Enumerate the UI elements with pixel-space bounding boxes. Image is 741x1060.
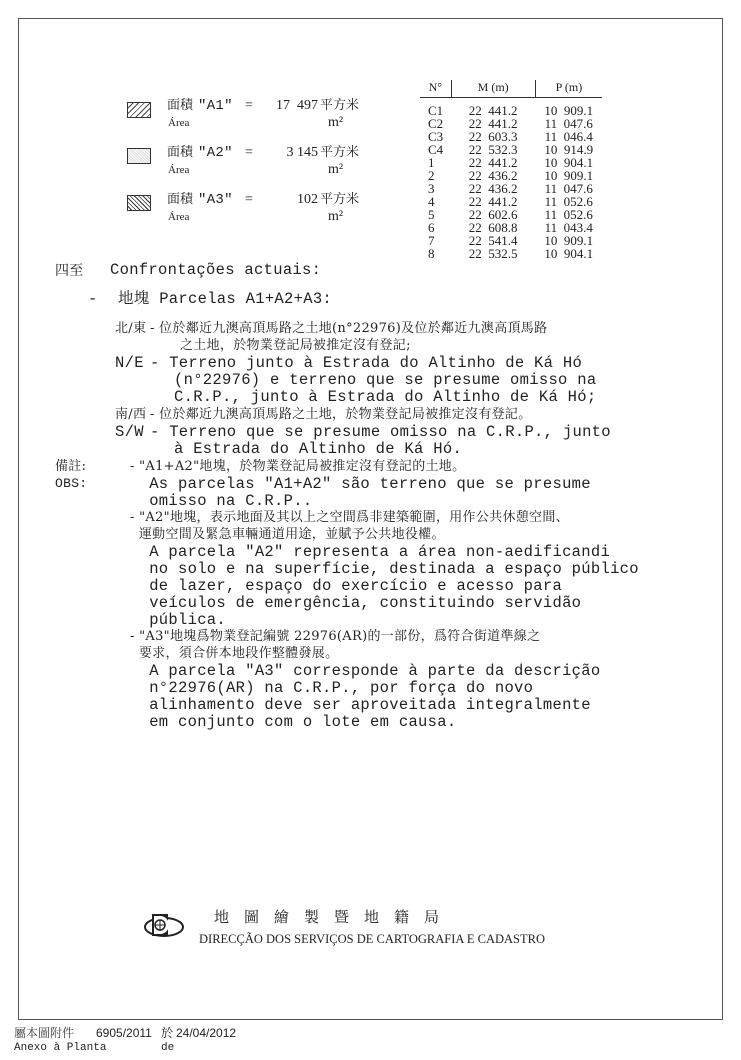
- obs-line: As parcelas "A1+A2" são terreno que se presume: [130, 475, 591, 493]
- table-cell: 3: [428, 181, 435, 196]
- table-cell: 22 602.6: [468, 207, 518, 222]
- table-cell: 22 532.5: [468, 246, 518, 261]
- legend-unit-zh: 平方米: [320, 192, 360, 207]
- legend-name: "A3": [198, 192, 233, 208]
- table-cell: C4: [428, 142, 444, 157]
- annex-label-zh: 屬本圖附件: [14, 1026, 75, 1040]
- table-cell: 8: [428, 246, 435, 261]
- table-cell: 10 904.1: [544, 155, 594, 170]
- agency-logo-icon: [140, 910, 184, 940]
- col-header: M (m): [451, 80, 535, 98]
- ne-text-pt: (n°22976) e terreno que se presume omisso na: [174, 371, 597, 389]
- legend-label-zh: 面積: [167, 98, 194, 113]
- parcels-heading: 地塊 Parcelas A1+A2+A3:: [118, 290, 333, 308]
- ne-label-pt: N/E: [115, 354, 144, 372]
- legend-eq: =: [245, 145, 253, 160]
- table-cell: 22 441.2: [468, 155, 518, 170]
- legend-value: 3 145: [286, 145, 318, 160]
- hatch-a3-icon: [127, 195, 151, 211]
- legend-label-pt: Área: [168, 117, 190, 129]
- table-cell: 11 052.6: [544, 207, 593, 222]
- legend-label-pt: Área: [168, 211, 190, 223]
- obs-line: omisso na C.R.P..: [130, 492, 313, 510]
- table-cell: C3: [428, 129, 444, 144]
- legend-unit: m²: [328, 209, 344, 224]
- legend-eq: =: [245, 192, 253, 207]
- table-cell: 11 046.4: [544, 129, 593, 144]
- table-cell: 22 541.4: [468, 233, 518, 248]
- annex-label-pt: Anexo à Planta: [14, 1042, 107, 1054]
- annex-date: 24/04/2012: [176, 1026, 237, 1040]
- sw-text-pt: à Estrada do Altinho de Ká Hó.: [174, 440, 463, 458]
- obs-label-zh: 備註:: [55, 459, 87, 474]
- col-header: P (m): [535, 80, 602, 98]
- table-cell: 10 909.1: [544, 168, 594, 183]
- ne-text-zh: - 位於鄰近九澳高頂馬路之土地(n°22976)及位於鄰近九澳高頂馬路: [150, 321, 548, 336]
- confrontations-title-pt: Confrontações actuais:: [110, 261, 322, 279]
- table-cell: 22 441.2: [468, 103, 518, 118]
- legend-name: "A1": [198, 98, 233, 114]
- obs-line: em conjunto com o lote em causa.: [130, 713, 457, 731]
- legend-unit-zh: 平方米: [320, 145, 360, 160]
- table-cell: 2: [428, 168, 435, 183]
- ne-text-zh: 之土地，於物業登記局被推定沒有登記;: [180, 338, 411, 353]
- obs-line: - "A2"地塊，表示地面及其以上之空間爲非建築範圍，用作公共休憩空間、: [130, 510, 569, 525]
- table-cell: 7: [428, 233, 435, 248]
- sw-label-pt: S/W: [115, 423, 144, 441]
- table-cell: 22 532.3: [468, 142, 518, 157]
- sw-text-pt: - Terreno que se presume omisso na C.R.P., junto: [150, 423, 611, 441]
- table-cell: 22 436.2: [468, 181, 518, 196]
- table-cell: 10 904.1: [544, 246, 594, 261]
- table-row: [420, 247, 602, 260]
- obs-line: - "A1+A2"地塊，於物業登記局被推定沒有登記的土地。: [130, 459, 466, 474]
- obs-line: - "A3"地塊爲物業登記編號 22976(AR)的一部份，爲符合街道準線之: [130, 629, 541, 644]
- legend-unit-zh: 平方米: [320, 98, 360, 113]
- legend-label-zh: 面積: [167, 145, 194, 160]
- legend-unit: m²: [328, 162, 344, 177]
- ne-text-pt: C.R.P., junto à Estrada do Altinho de Ká Hó;: [174, 388, 597, 406]
- plan-number: 6905/2011: [96, 1026, 152, 1040]
- agency-name-zh: 地 圖 繪 製 暨 地 籍 局: [214, 908, 440, 926]
- table-row: [420, 98, 602, 118]
- confrontations-title-zh: 四至: [55, 263, 84, 279]
- table-cell: 22 441.2: [468, 116, 518, 131]
- table-cell: 4: [428, 194, 435, 209]
- hatch-a1-icon: [127, 102, 151, 118]
- table-cell: 11 047.6: [544, 116, 593, 131]
- obs-line: alinhamento deve ser aproveitada integralmente: [130, 696, 591, 714]
- table-cell: 10 909.1: [544, 233, 594, 248]
- legend-value: 102: [297, 192, 318, 207]
- obs-line: A parcela "A2" representa a área non-aedificandi: [130, 543, 611, 561]
- legend-value: 17 497: [276, 98, 318, 113]
- table-cell: 10 909.1: [544, 103, 594, 118]
- obs-line: veículos de emergência, constituindo servidão: [130, 594, 582, 612]
- bullet-dash: -: [88, 290, 98, 308]
- coordinates-table: [420, 80, 602, 260]
- table-cell: 22 603.3: [468, 129, 518, 144]
- table-cell: 22 436.2: [468, 168, 518, 183]
- ne-label-zh: 北/東: [115, 321, 147, 336]
- obs-line: pública.: [130, 611, 227, 629]
- table-cell: C2: [428, 116, 444, 131]
- table-cell: 22 608.8: [468, 220, 518, 235]
- ne-text-pt: - Terreno junto à Estrada do Altinho de Ká Hó: [150, 354, 583, 372]
- table-cell: 11 052.6: [544, 194, 593, 209]
- table-cell: 22 441.2: [468, 194, 518, 209]
- table-cell: 6: [428, 220, 435, 235]
- obs-line: no solo e na superfície, destinada a espaço público: [130, 560, 639, 578]
- table-cell: 10 914.9: [544, 142, 594, 157]
- table-cell: 5: [428, 207, 435, 222]
- legend-label-zh: 面積: [167, 192, 194, 207]
- legend-name: "A2": [198, 145, 233, 161]
- sw-text-zh: - 位於鄰近九澳高頂馬路之土地，於物業登記局被推定沒有登記。: [150, 407, 532, 422]
- table-cell: 11 043.4: [544, 220, 593, 235]
- date-label-zh: 於: [161, 1026, 174, 1040]
- table-cell: 11 047.6: [544, 181, 593, 196]
- obs-line: A parcela "A3" corresponde à parte da descrição: [130, 662, 601, 680]
- hatch-a2-icon: [127, 148, 151, 164]
- agency-name-pt: DIRECÇÃO DOS SERVIÇOS DE CARTOGRAFIA E CADASTRO: [199, 932, 545, 946]
- sw-label-zh: 南/西: [115, 407, 147, 422]
- table-cell: 1: [428, 155, 435, 170]
- obs-line: 運動空間及緊急車輛通道用途，並賦予公共地役權。: [130, 527, 445, 542]
- table-cell: C1: [428, 103, 444, 118]
- col-header: N°: [420, 80, 451, 98]
- legend-label-pt: Área: [168, 164, 190, 176]
- legend-unit: m²: [328, 115, 344, 130]
- obs-label-pt: OBS:: [55, 476, 88, 491]
- date-label-pt: de: [161, 1042, 175, 1054]
- obs-line: n°22976(AR) na C.R.P., por força do novo: [130, 679, 534, 697]
- obs-line: de lazer, espaço do exercício e acesso para: [130, 577, 563, 595]
- legend-eq: =: [245, 98, 253, 113]
- obs-line: 要求，須合併本地段作整體發展。: [130, 646, 339, 661]
